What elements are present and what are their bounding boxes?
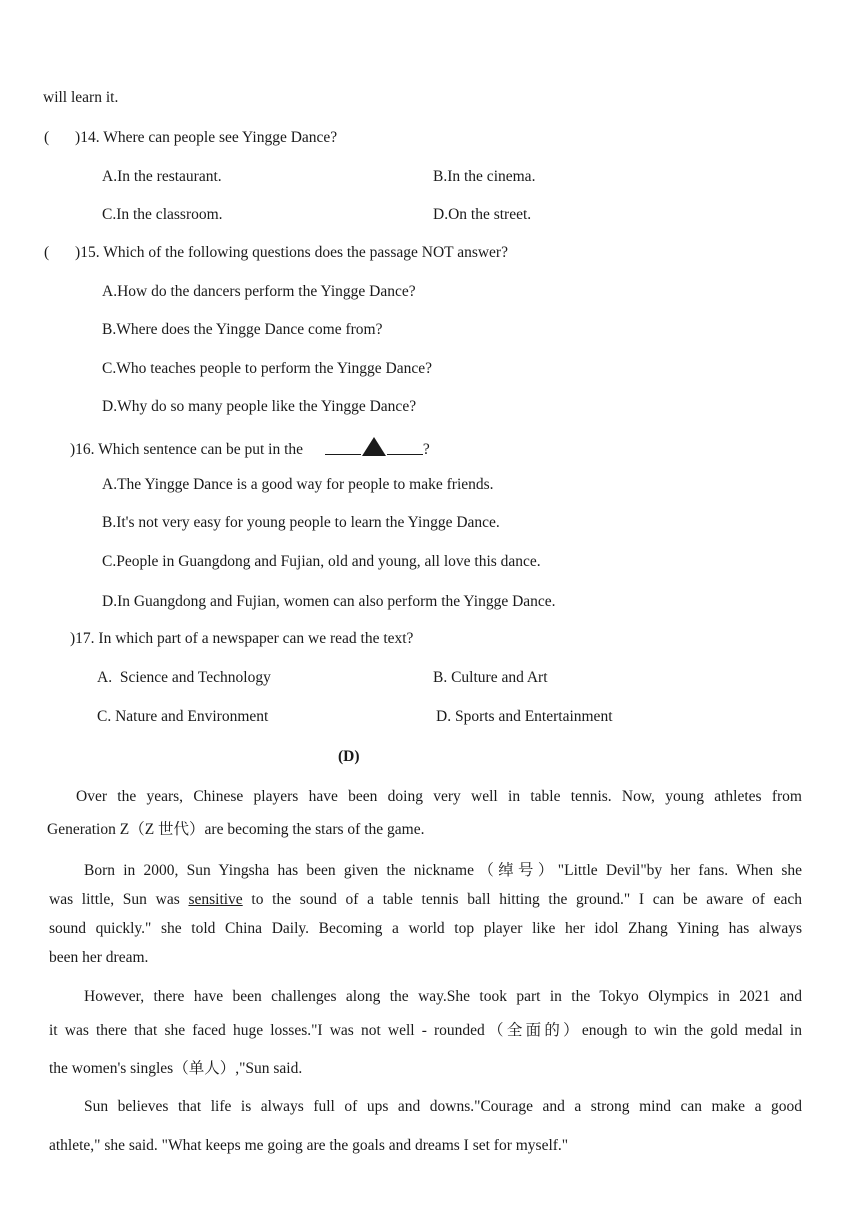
- question-text: Where can people see Yingge Dance?: [103, 129, 338, 146]
- answer-bracket-open: (: [44, 244, 50, 261]
- question-text: Which of the following questions does the passage NOT answer?: [103, 244, 508, 261]
- option-14-d[interactable]: D.On the street.: [433, 206, 532, 223]
- question-15-stem: [44, 244, 508, 262]
- passage-p3-line2: it was there that she faced huge losses."I was not well - rounded（全面的）enough to win the gold medal in: [49, 1022, 802, 1039]
- gap-blank-left: [325, 454, 361, 455]
- option-16-a[interactable]: A.The Yingge Dance is a good way for people to make friends.: [102, 476, 494, 493]
- passage-p2-line2: was little, Sun was sensitive to the sound of a table tennis ball hitting the ground." I can be aware of each: [49, 891, 802, 908]
- gap-blank-right: [387, 454, 423, 455]
- question-text: Which sentence can be put in the: [98, 441, 304, 458]
- passage-p4-line1: Sun believes that life is always full of ups and downs."Courage and a strong mind can make a good: [84, 1098, 802, 1115]
- passage-p4-line2: athlete," she said. "What keeps me going are the goals and dreams I set for myself.": [49, 1137, 569, 1154]
- option-16-c[interactable]: C.People in Guangdong and Fujian, old and young, all love this dance.: [102, 553, 541, 570]
- option-14-b[interactable]: B.In the cinema.: [433, 168, 536, 185]
- question-number: 17.: [75, 630, 95, 647]
- option-15-b[interactable]: B.Where does the Yingge Dance come from?: [102, 321, 383, 338]
- triangle-marker-icon: [362, 437, 386, 456]
- passage-p3-line1: However, there have been challenges along the way.She took part in the Tokyo Olympics in 2021 and: [84, 988, 802, 1005]
- answer-bracket-close: ): [70, 630, 76, 647]
- question-14-stem: [44, 129, 337, 147]
- option-17-b[interactable]: B. Culture and Art: [433, 669, 548, 686]
- answer-bracket-close: ): [75, 244, 81, 261]
- question-17-stem: [70, 630, 413, 648]
- option-15-c[interactable]: C.Who teaches people to perform the Yingge Dance?: [102, 360, 432, 377]
- option-15-d[interactable]: D.Why do so many people like the Yingge Dance?: [102, 398, 417, 415]
- passage-p2-line4: been her dream.: [49, 949, 149, 966]
- passage-p2-line3: sound quickly." she told China Daily. Becoming a world top player like her idol Zhang Yining has always: [49, 920, 802, 937]
- answer-bracket-close: ): [75, 129, 81, 146]
- option-17-a[interactable]: A. Science and Technology: [97, 669, 271, 686]
- question-text: In which part of a newspaper can we read the text?: [98, 630, 414, 647]
- option-17-c[interactable]: C. Nature and Environment: [97, 708, 269, 725]
- option-17-d[interactable]: D. Sports and Entertainment: [436, 708, 613, 725]
- option-16-d[interactable]: D.In Guangdong and Fujian, women can also perform the Yingge Dance.: [102, 593, 556, 610]
- option-14-c[interactable]: C.In the classroom.: [102, 206, 223, 223]
- question-16-stem: [70, 437, 430, 459]
- option-16-b[interactable]: B.It's not very easy for young people to learn the Yingge Dance.: [102, 514, 500, 531]
- option-14-a[interactable]: A.In the restaurant.: [102, 168, 222, 185]
- answer-bracket-close: ): [70, 441, 76, 458]
- intro-tail: will learn it.: [43, 89, 119, 106]
- passage-p1-line2: Generation Z（Z 世代）are becoming the stars of the game.: [47, 821, 425, 838]
- passage-p1-line1: Over the years, Chinese players have been doing very well in table tennis. Now, young athletes from: [76, 788, 802, 805]
- passage-p2-line1: Born in 2000, Sun Yingsha has been given the nickname（绰号）"Little Devil"by her fans. When she: [84, 862, 802, 879]
- underlined-word: sensitive: [188, 891, 243, 908]
- answer-bracket-open: (: [44, 129, 50, 146]
- question-end: ?: [422, 441, 430, 458]
- question-number: 14.: [80, 129, 100, 146]
- option-15-a[interactable]: A.How do the dancers perform the Yingge Dance?: [102, 283, 416, 300]
- section-label: (D): [338, 748, 360, 765]
- question-number: 16.: [75, 441, 95, 458]
- passage-p3-line3: the women's singles（单人）,"Sun said.: [49, 1060, 303, 1077]
- question-number: 15.: [80, 244, 100, 261]
